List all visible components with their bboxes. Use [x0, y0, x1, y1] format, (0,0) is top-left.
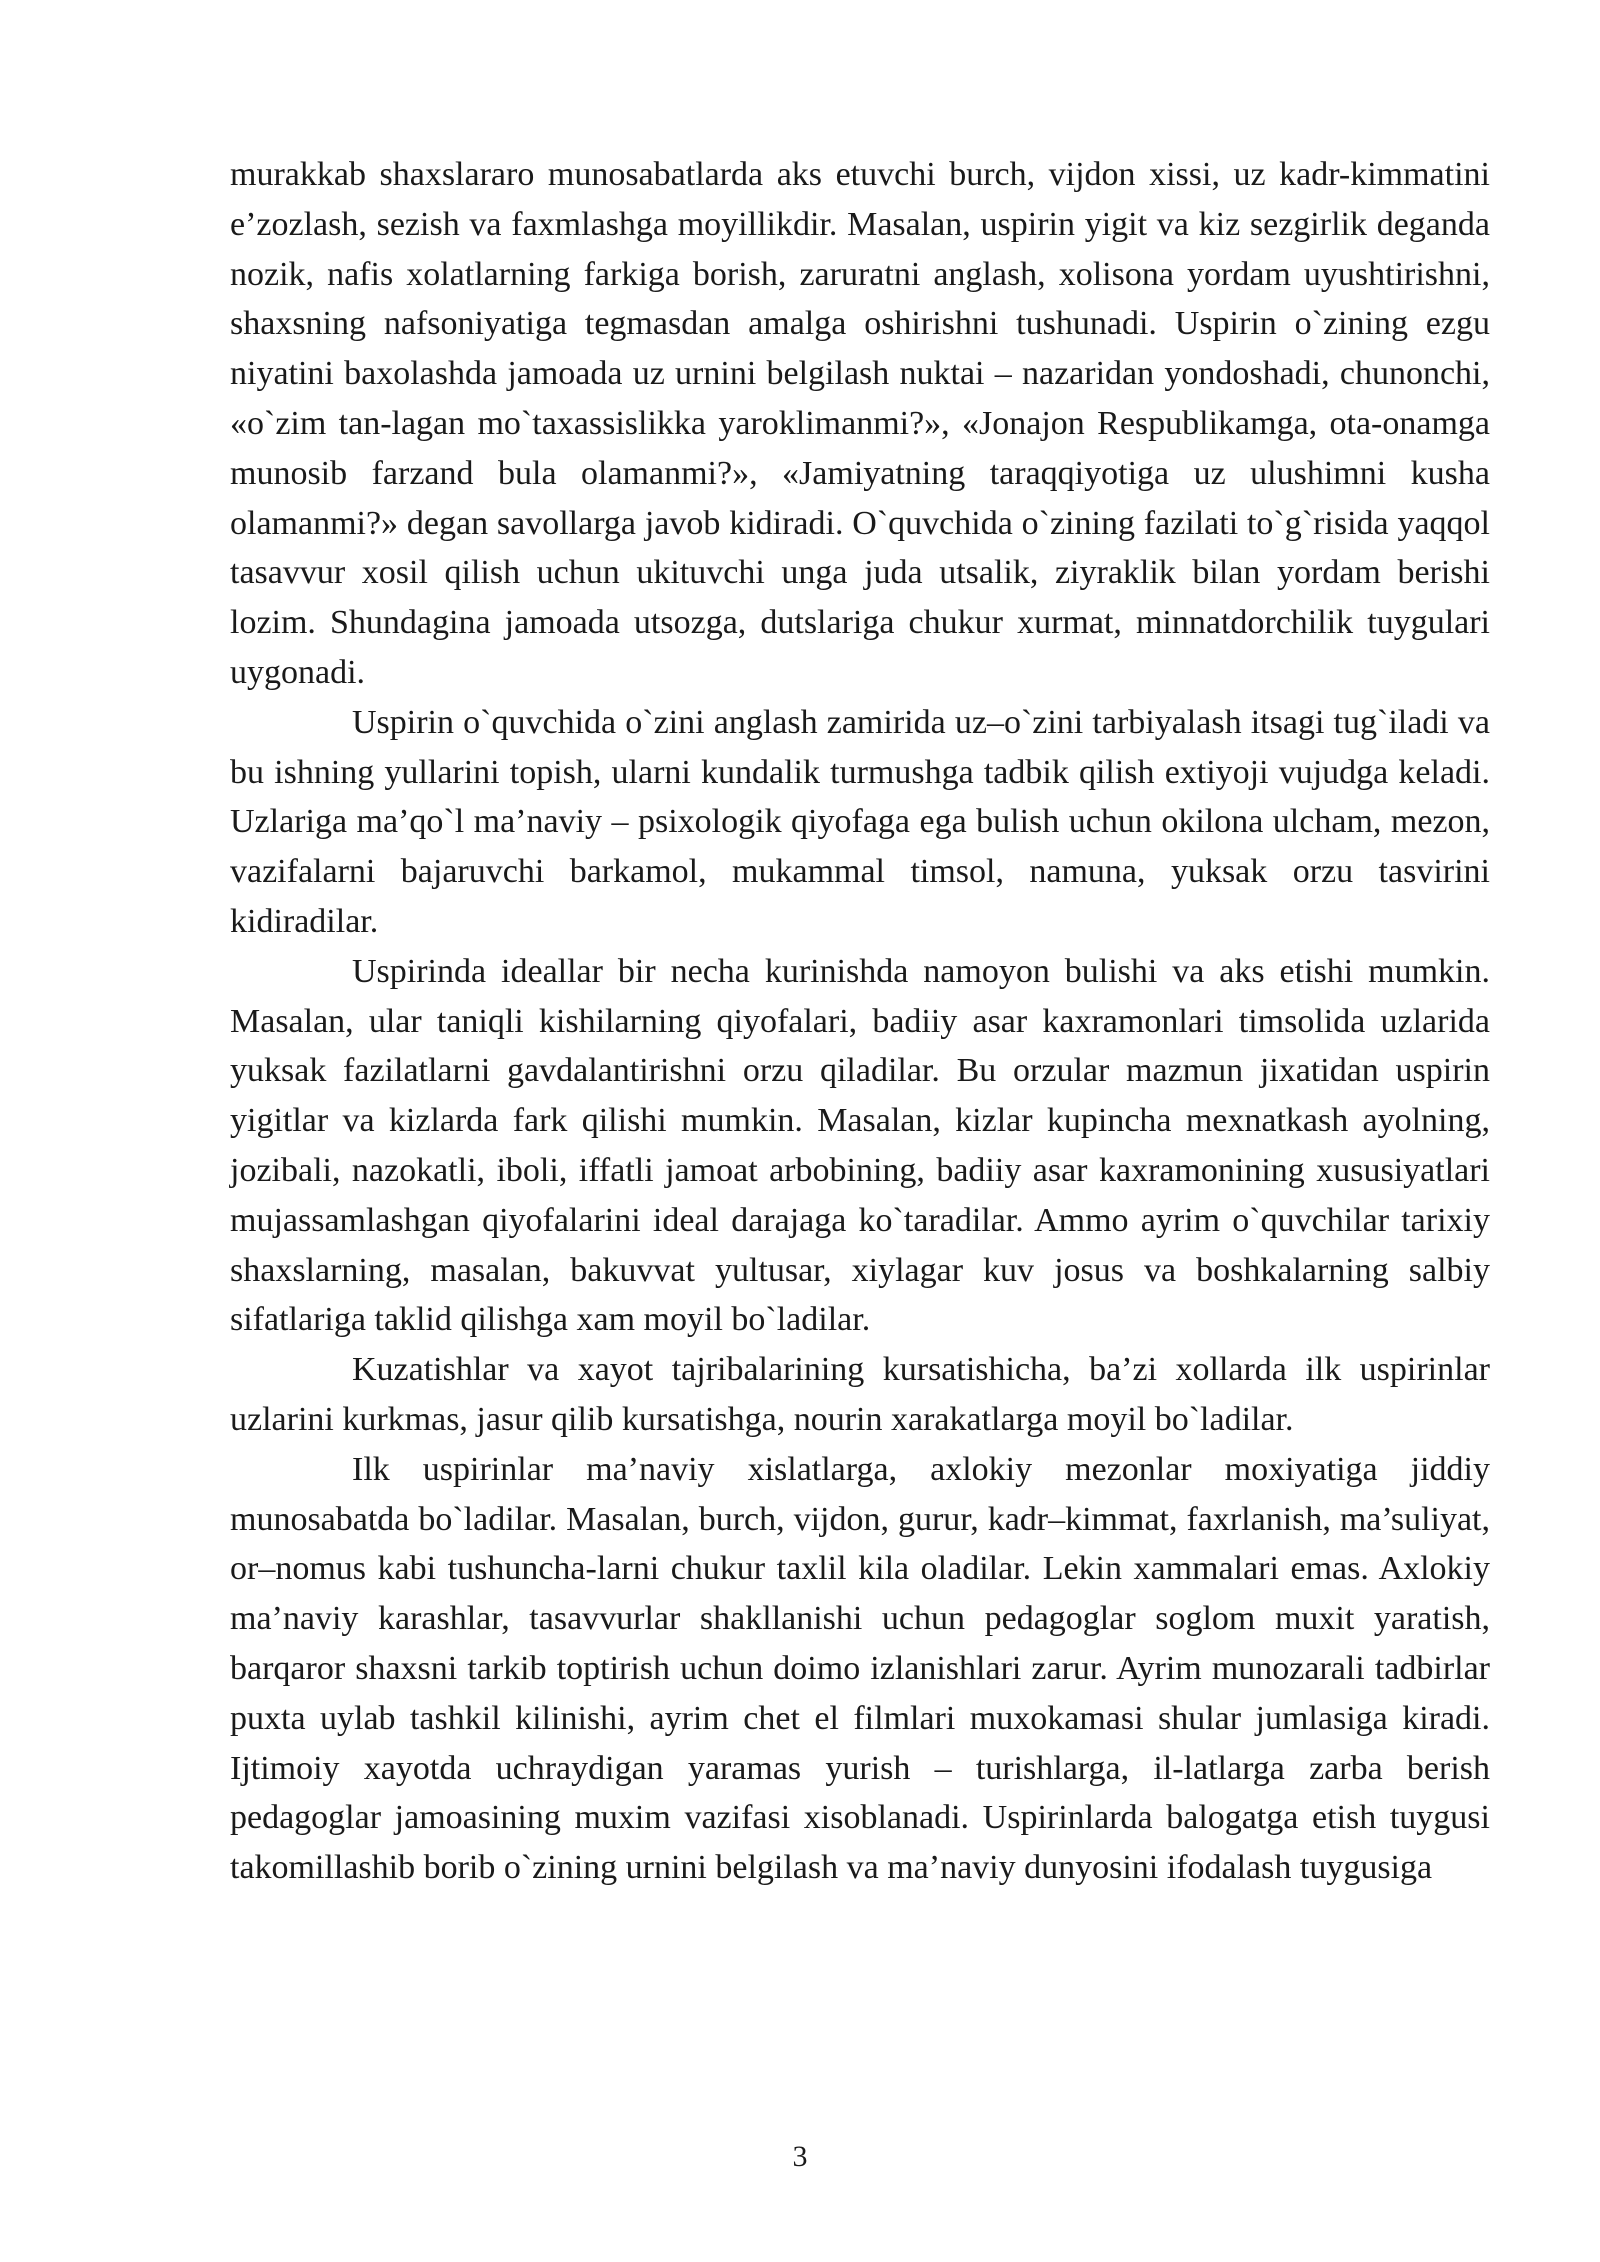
body-text — [230, 150, 1490, 1893]
paragraph-4: Kuzatishlar va xayot tajribalarining kursatishicha, ba’zi xollarda ilk uspirinlar uzlarini kurkmas, jasur qilib kursatishga, nourin xarakatlarga moyil bo`ladilar. — [230, 1351, 1490, 1438]
paragraph-3: Uspirinda ideallar bir necha kurinishda namoyon bulishi va aks etishi mumkin. Masalan, ular taniqli kishilarning qiyofalari, badiiy asar kaxramonlari timsolida uzlarida yuksak fazilatlarni gavdalantirishni orzu qiladilar. Bu orzular mazmun jixatidan uspirin yigitlar va kizlarda fark qilishi mumkin. Masalan, kizlar kupincha mexnatkash ayolning, jozibali, nazokatli, iboli, iffatli jamoat arbobining, badiiy asar kaxramonining xususiyatlari mujassamlashgan qiyofalarini ideal darajaga ko`taradilar. Ammo ayrim o`quvchilar tarixiy shaxslarning, masalan, bakuvvat yultusar, xiylagar kuv josus va boshkalarning salbiy sifatlariga taklid qilishga xam moyil bo`ladilar. — [230, 952, 1490, 1339]
paragraph-5: Ilk uspirinlar ma’naviy xislatlarga, axlokiy mezonlar moxiyatiga jiddiy munosabatda bo`ladilar. Masalan, burch, vijdon, gurur, kadr–kimmat, faxrlanish, ma’suliyat, or–nomus kabi tushuncha-larni chukur taxlil kila oladilar. Lekin xammalari emas. Axlokiy ma’naviy karashlar, tasavvurlar shakllanishi uchun pedagoglar soglom muxit yaratish, barqaror shaxsni tarkib toptirish uchun doimo izlanishlari zarur. Ayrim munozarali tadbirlar puxta uylab tashkil kilinishi, ayrim chet el filmlari muxokamasi shular jumlasiga kiradi. Ijtimoiy xayotda uchraydigan yaramas yurish – turishlarga, il-latlarga zarba berish pedagoglar jamoasining muxim vazifasi xisoblanadi. Uspirinlarda balogatga etish tuygusi takomillashib borib o`zining urnini belgilash va ma’naviy dunyosini ifodalash tuygusiga — [230, 1450, 1490, 1887]
paragraph-1: murakkab shaxslararo munosabatlarda aks etuvchi burch, vijdon xissi, uz kadr-kimmatini e’zozlash, sezish va faxmlashga moyillikdir. Masalan, uspirin yigit va kiz sezgirlik deganda nozik, nafis xolatlarning farkiga borish, zaruratni anglash, xolisona yordam uyushtirishni, shaxsning nafsoniyatiga tegmasdan amalga oshirishni tushunadi. Uspirin o`zining ezgu niyatini baxolashda jamoada uz urnini belgilash nuktai – nazaridan yondoshadi, chunonchi, «o`zim tan-lagan mo`taxassislikka yaroklimanmi?», «Jonajon Respublikamga, ota-onamga munosib farzand bula olamanmi?», «Jamiyatning taraqqiyotiga uz ulushimni kusha olamanmi?» degan savollarga javob kidiradi. O`quvchida o`zining fazilati to`g`risida yaqqol tasavvur xosil qilish uchun ukituvchi unga juda utsalik, ziyraklik bilan yordam berishi lozim. Shundagina jamoada utsozga, dutslariga chukur xurmat, minnatdorchilik tuygulari uygonadi. — [230, 156, 1490, 691]
paragraph-2: Uspirin o`quvchida o`zini anglash zamirida uz–o`zini tarbiyalash itsagi tug`iladi va bu ishning yullarini topish, ularni kundalik turmushga tadbik qilish extiyoji vujudga keladi. Uzlariga ma’qo`l ma’naviy – psixologik qiyofaga ega bulish uchun okilona ulcham, mezon, vazifalarni bajaruvchi barkamol, mukammal timsol, namuna, yuksak orzu tasvirini kidiradilar. — [230, 703, 1490, 940]
page-number: 3 — [792, 2140, 808, 2173]
